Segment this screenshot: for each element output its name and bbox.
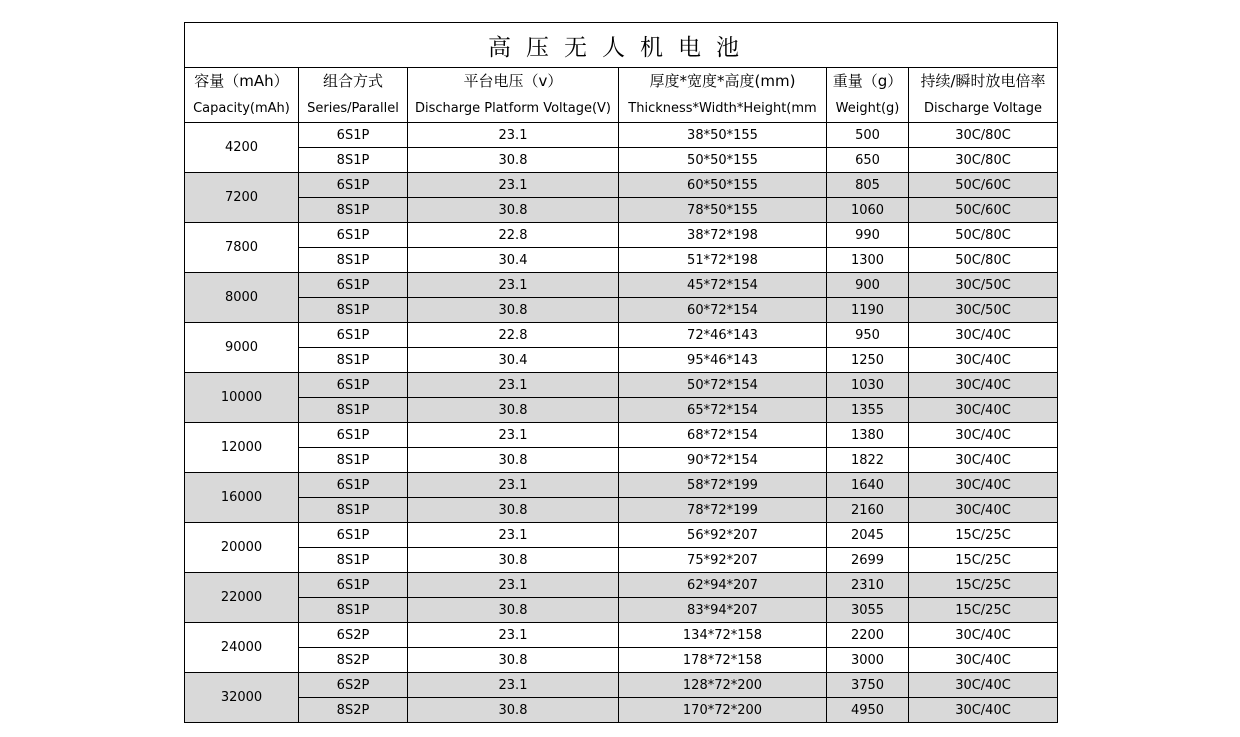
voltage-cell: 22.8 [408,323,619,348]
header-dimensions [619,68,827,123]
header-capacity-en: Capacity(mAh) [193,101,290,116]
table-body [185,123,1058,723]
header-weight-en: Weight(g) [835,101,900,116]
table-row [185,573,1058,598]
voltage-cell: 23.1 [408,573,619,598]
dimensions-cell: 38*72*198 [619,223,827,248]
discharge-rate-cell: 30C/50C [909,298,1058,323]
table-row [185,673,1058,698]
discharge-rate-cell: 30C/40C [909,348,1058,373]
header-voltage-zh: 平台电压（v） [463,72,563,90]
voltage-cell: 23.1 [408,123,619,148]
dimensions-cell: 56*92*207 [619,523,827,548]
table-row [185,498,1058,523]
voltage-cell: 23.1 [408,173,619,198]
weight-cell: 3750 [827,673,909,698]
discharge-rate-cell: 30C/40C [909,648,1058,673]
voltage-cell: 30.8 [408,298,619,323]
table-row [185,273,1058,298]
voltage-cell: 30.4 [408,348,619,373]
table-row [185,698,1058,723]
discharge-rate-cell: 30C/40C [909,623,1058,648]
voltage-cell: 23.1 [408,623,619,648]
discharge-rate-cell: 15C/25C [909,523,1058,548]
voltage-cell: 30.8 [408,198,619,223]
dimensions-cell: 65*72*154 [619,398,827,423]
capacity-cell: 32000 [185,673,299,723]
discharge-rate-cell: 50C/60C [909,198,1058,223]
config-cell: 8S1P [299,548,408,573]
dimensions-cell: 45*72*154 [619,273,827,298]
capacity-cell: 10000 [185,373,299,423]
discharge-rate-cell: 30C/40C [909,398,1058,423]
capacity-cell: 22000 [185,573,299,623]
config-cell: 8S1P [299,148,408,173]
weight-cell: 500 [827,123,909,148]
discharge-rate-cell: 30C/40C [909,448,1058,473]
config-cell: 8S1P [299,348,408,373]
weight-cell: 1250 [827,348,909,373]
discharge-rate-cell: 30C/40C [909,373,1058,398]
dimensions-cell: 128*72*200 [619,673,827,698]
table-row [185,423,1058,448]
config-cell: 6S1P [299,173,408,198]
voltage-cell: 30.8 [408,398,619,423]
dimensions-cell: 78*72*199 [619,498,827,523]
dimensions-cell: 75*92*207 [619,548,827,573]
dimensions-cell: 134*72*158 [619,623,827,648]
dimensions-cell: 83*94*207 [619,598,827,623]
config-cell: 8S1P [299,498,408,523]
voltage-cell: 23.1 [408,423,619,448]
capacity-cell: 4200 [185,123,299,173]
config-cell: 6S1P [299,423,408,448]
discharge-rate-cell: 30C/40C [909,698,1058,723]
dimensions-cell: 38*50*155 [619,123,827,148]
weight-cell: 1640 [827,473,909,498]
config-cell: 8S2P [299,698,408,723]
discharge-rate-cell: 50C/60C [909,173,1058,198]
header-dimensions-zh: 厚度*宽度*高度(mm) [649,72,796,90]
discharge-rate-cell: 30C/50C [909,273,1058,298]
capacity-cell: 7200 [185,173,299,223]
table-row [185,373,1058,398]
dimensions-cell: 58*72*199 [619,473,827,498]
config-cell: 6S1P [299,373,408,398]
dimensions-cell: 90*72*154 [619,448,827,473]
header-discharge-rate [909,68,1058,123]
table-row [185,548,1058,573]
config-cell: 6S1P [299,323,408,348]
config-cell: 8S1P [299,448,408,473]
capacity-cell: 24000 [185,623,299,673]
table-row [185,448,1058,473]
discharge-rate-cell: 30C/40C [909,323,1058,348]
table-row [185,123,1058,148]
header-config [299,68,408,123]
capacity-cell: 8000 [185,273,299,323]
weight-cell: 1030 [827,373,909,398]
table-row [185,198,1058,223]
weight-cell: 1822 [827,448,909,473]
dimensions-cell: 72*46*143 [619,323,827,348]
weight-cell: 1060 [827,198,909,223]
weight-cell: 805 [827,173,909,198]
table-row [185,248,1058,273]
table-row [185,298,1058,323]
discharge-rate-cell: 30C/80C [909,123,1058,148]
weight-cell: 4950 [827,698,909,723]
voltage-cell: 30.8 [408,448,619,473]
config-cell: 8S1P [299,298,408,323]
voltage-cell: 23.1 [408,523,619,548]
header-voltage [408,68,619,123]
table-row [185,148,1058,173]
dimensions-cell: 178*72*158 [619,648,827,673]
weight-cell: 900 [827,273,909,298]
weight-cell: 2699 [827,548,909,573]
header-capacity-zh: 容量（mAh） [194,72,289,90]
dimensions-cell: 68*72*154 [619,423,827,448]
table-title: 高压无人机电池 [185,23,1058,68]
capacity-cell: 20000 [185,523,299,573]
table-row [185,223,1058,248]
dimensions-cell: 51*72*198 [619,248,827,273]
table-row [185,523,1058,548]
table-row [185,398,1058,423]
discharge-rate-cell: 50C/80C [909,223,1058,248]
dimensions-cell: 78*50*155 [619,198,827,223]
discharge-rate-cell: 15C/25C [909,598,1058,623]
config-cell: 6S1P [299,573,408,598]
discharge-rate-cell: 30C/40C [909,673,1058,698]
discharge-rate-cell: 30C/40C [909,473,1058,498]
weight-cell: 1355 [827,398,909,423]
weight-cell: 2310 [827,573,909,598]
weight-cell: 1380 [827,423,909,448]
weight-cell: 1190 [827,298,909,323]
header-discharge-rate-zh: 持续/瞬时放电倍率 [920,72,1046,90]
discharge-rate-cell: 30C/40C [909,498,1058,523]
weight-cell: 2200 [827,623,909,648]
voltage-cell: 30.8 [408,698,619,723]
voltage-cell: 23.1 [408,373,619,398]
dimensions-cell: 50*50*155 [619,148,827,173]
config-cell: 6S1P [299,223,408,248]
table-row [185,348,1058,373]
voltage-cell: 30.8 [408,548,619,573]
header-config-zh: 组合方式 [322,72,383,90]
battery-spec-table [184,22,1058,723]
weight-cell: 2160 [827,498,909,523]
table-row [185,598,1058,623]
voltage-cell: 30.8 [408,598,619,623]
voltage-cell: 23.1 [408,473,619,498]
voltage-cell: 23.1 [408,273,619,298]
header-dimensions-en: Thickness*Width*Height(mm [628,101,817,116]
discharge-rate-cell: 15C/25C [909,548,1058,573]
capacity-cell: 7800 [185,223,299,273]
config-cell: 8S1P [299,598,408,623]
dimensions-cell: 62*94*207 [619,573,827,598]
config-cell: 8S1P [299,398,408,423]
discharge-rate-cell: 30C/80C [909,148,1058,173]
header-discharge-rate-en: Discharge Voltage [923,101,1042,116]
weight-cell: 3055 [827,598,909,623]
table-row [185,648,1058,673]
header-voltage-en: Discharge Platform Voltage(V) [414,101,611,116]
voltage-cell: 30.4 [408,248,619,273]
config-cell: 8S2P [299,648,408,673]
capacity-cell: 12000 [185,423,299,473]
config-cell: 8S1P [299,248,408,273]
table-row [185,323,1058,348]
header-row [185,68,1058,123]
voltage-cell: 23.1 [408,673,619,698]
discharge-rate-cell: 30C/40C [909,423,1058,448]
config-cell: 6S1P [299,273,408,298]
dimensions-cell: 170*72*200 [619,698,827,723]
config-cell: 6S2P [299,673,408,698]
dimensions-cell: 60*72*154 [619,298,827,323]
voltage-cell: 30.8 [408,148,619,173]
dimensions-cell: 60*50*155 [619,173,827,198]
weight-cell: 650 [827,148,909,173]
table-row [185,173,1058,198]
weight-cell: 3000 [827,648,909,673]
dimensions-cell: 95*46*143 [619,348,827,373]
voltage-cell: 30.8 [408,498,619,523]
config-cell: 6S1P [299,123,408,148]
voltage-cell: 22.8 [408,223,619,248]
dimensions-cell: 50*72*154 [619,373,827,398]
config-cell: 6S1P [299,473,408,498]
discharge-rate-cell: 15C/25C [909,573,1058,598]
header-capacity [185,68,299,123]
weight-cell: 1300 [827,248,909,273]
weight-cell: 2045 [827,523,909,548]
header-config-en: Series/Parallel [307,101,399,116]
config-cell: 6S2P [299,623,408,648]
table-row [185,473,1058,498]
config-cell: 8S1P [299,198,408,223]
weight-cell: 990 [827,223,909,248]
discharge-rate-cell: 50C/80C [909,248,1058,273]
table-row [185,623,1058,648]
config-cell: 6S1P [299,523,408,548]
capacity-cell: 16000 [185,473,299,523]
weight-cell: 950 [827,323,909,348]
header-weight [827,68,909,123]
capacity-cell: 9000 [185,323,299,373]
header-weight-zh: 重量（g） [832,72,903,90]
battery-spec-sheet [184,22,1057,723]
voltage-cell: 30.8 [408,648,619,673]
